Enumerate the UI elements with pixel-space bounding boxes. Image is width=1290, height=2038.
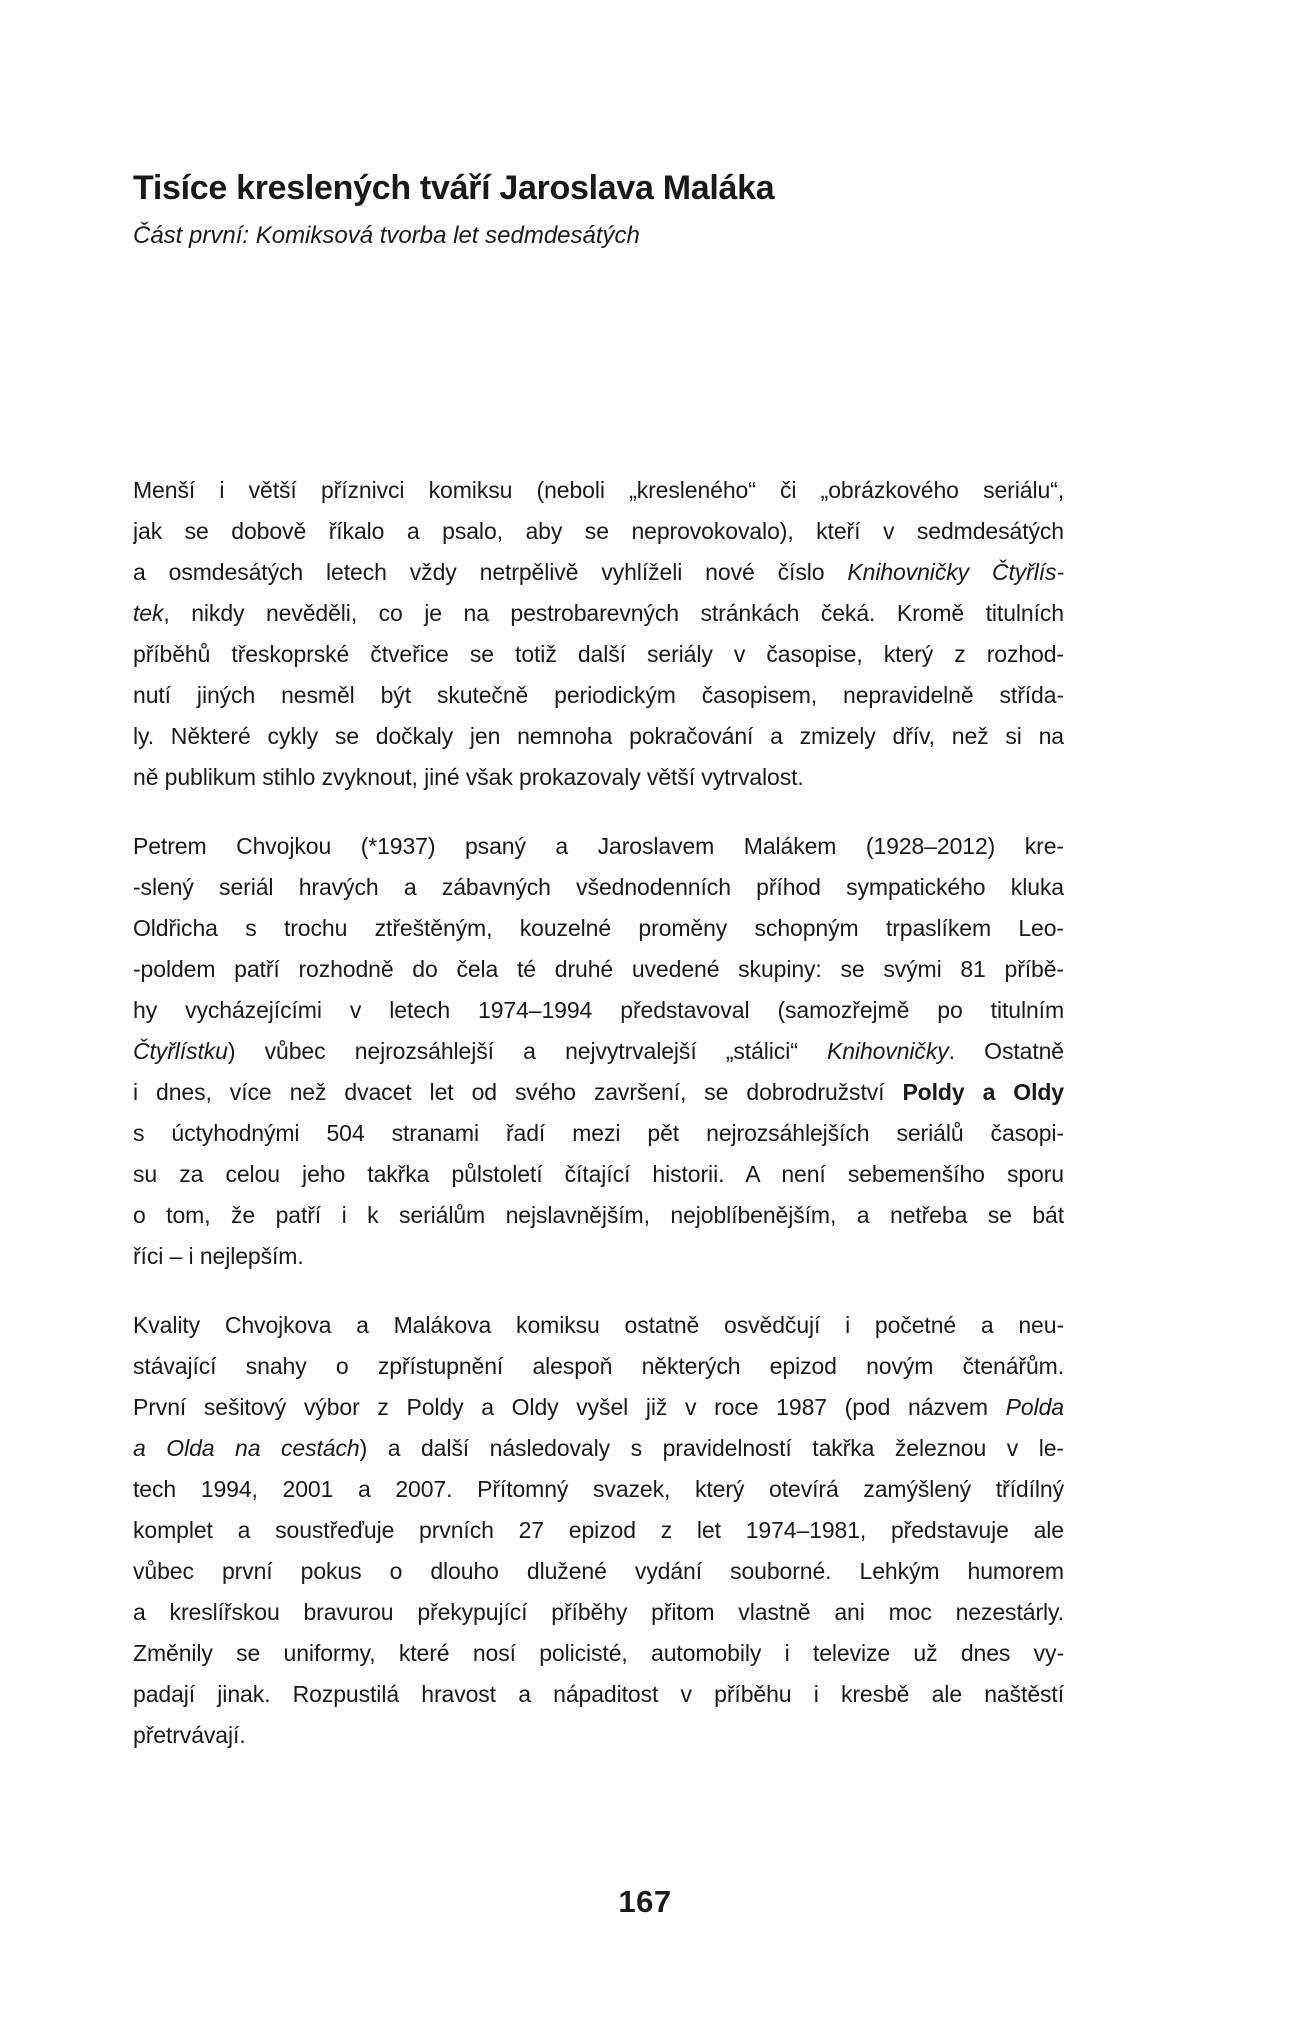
page-subtitle: Část první: Komiksová tvorba let sedmdesátých: [133, 222, 640, 249]
text-line: -slený seriál hravých a zábavných všednodenních příhod sympatického kluka: [133, 874, 1064, 900]
text-line: padají jinak. Rozpustilá hravost a nápaditost v příběhu i kresbě ale naštěstí: [133, 1681, 1064, 1707]
text-line: komplet a soustřeďuje prvních 27 epizod z let 1974–1981, představuje ale: [133, 1517, 1064, 1543]
text-line: ně publikum stihlo zvyknout, jiné však prokazovaly větší vytrvalost.: [133, 764, 804, 790]
paragraph: [133, 826, 1064, 1277]
page-title: Tisíce kreslených tváří Jaroslava Maláka: [133, 168, 775, 207]
text-line: a kreslířskou bravurou překypující příběhy přitom vlastně ani moc nezestárly.: [133, 1599, 1064, 1625]
text-line: tech 1994, 2001 a 2007. Přítomný svazek, který otevírá zamýšlený třídílný: [133, 1476, 1064, 1502]
text-line: o tom, že patří i k seriálům nejslavnějším, nejoblíbenějším, a netřeba se bát: [133, 1202, 1064, 1228]
text-line: Menší i větší příznivci komiksu (neboli „kresleného“ či „obrázkového seriálu“,: [133, 477, 1064, 503]
text-line: Čtyřlístku) vůbec nejrozsáhlejší a nejvytrvalejší „stálici“ Knihovničky. Ostatně: [133, 1038, 1064, 1064]
text-line: ly. Některé cykly se dočkaly jen nemnoha pokračování a zmizely dřív, než si na: [133, 723, 1064, 749]
text-line: su za celou jeho takřka půlstoletí čítající historii. A není sebemenšího sporu: [133, 1161, 1064, 1187]
text-line: První sešitový výbor z Poldy a Oldy vyšel již v roce 1987 (pod názvem Polda: [133, 1394, 1064, 1420]
text-line: příběhů třeskoprské čtveřice se totiž další seriály v časopise, který z rozhod-: [133, 641, 1064, 667]
page-number: 167: [618, 1884, 672, 1919]
text-line: Oldřicha s trochu ztřeštěným, kouzelné proměny schopným trpaslíkem Leo-: [133, 915, 1064, 941]
text-line: Kvality Chvojkova a Malákova komiksu ostatně osvědčují i početné a neu-: [133, 1312, 1064, 1338]
text-line: hy vycházejícími v letech 1974–1994 představoval (samozřejmě po titulním: [133, 997, 1064, 1023]
text-line: Petrem Chvojkou (*1937) psaný a Jaroslavem Malákem (1928–2012) kre-: [133, 833, 1064, 859]
text-line: -poldem patří rozhodně do čela té druhé uvedené skupiny: se svými 81 příbě-: [133, 956, 1064, 982]
text-line: Změnily se uniformy, které nosí policisté, automobily i televize už dnes vy-: [133, 1640, 1064, 1666]
body-text: [133, 470, 1064, 1756]
text-line: a osmdesátých letech vždy netrpělivě vyhlíželi nové číslo Knihovničky Čtyřlís-: [133, 559, 1064, 585]
text-line: s úctyhodnými 504 stranami řadí mezi pět nejrozsáhlejších seriálů časopi-: [133, 1120, 1064, 1146]
text-line: říci – i nejlepším.: [133, 1243, 304, 1269]
text-line: tek, nikdy nevěděli, co je na pestrobarevných stránkách čeká. Kromě titulních: [133, 600, 1064, 626]
text-line: stávající snahy o zpřístupnění alespoň některých epizod novým čtenářům.: [133, 1353, 1064, 1379]
text-line: nutí jiných nesměl být skutečně periodickým časopisem, nepravidelně střída-: [133, 682, 1064, 708]
paragraph: [133, 470, 1064, 798]
text-line: i dnes, více než dvacet let od svého završení, se dobrodružství Poldy a Oldy: [133, 1079, 1064, 1105]
text-line: vůbec první pokus o dlouho dlužené vydání souborné. Lehkým humorem: [133, 1558, 1064, 1584]
text-line: přetrvávají.: [133, 1722, 246, 1748]
paragraph: [133, 1305, 1064, 1756]
text-line: jak se dobově říkalo a psalo, aby se neprovokovalo), kteří v sedmdesátých: [133, 518, 1064, 544]
text-line: a Olda na cestách) a další následovaly s pravidelností takřka železnou v le-: [133, 1435, 1064, 1461]
